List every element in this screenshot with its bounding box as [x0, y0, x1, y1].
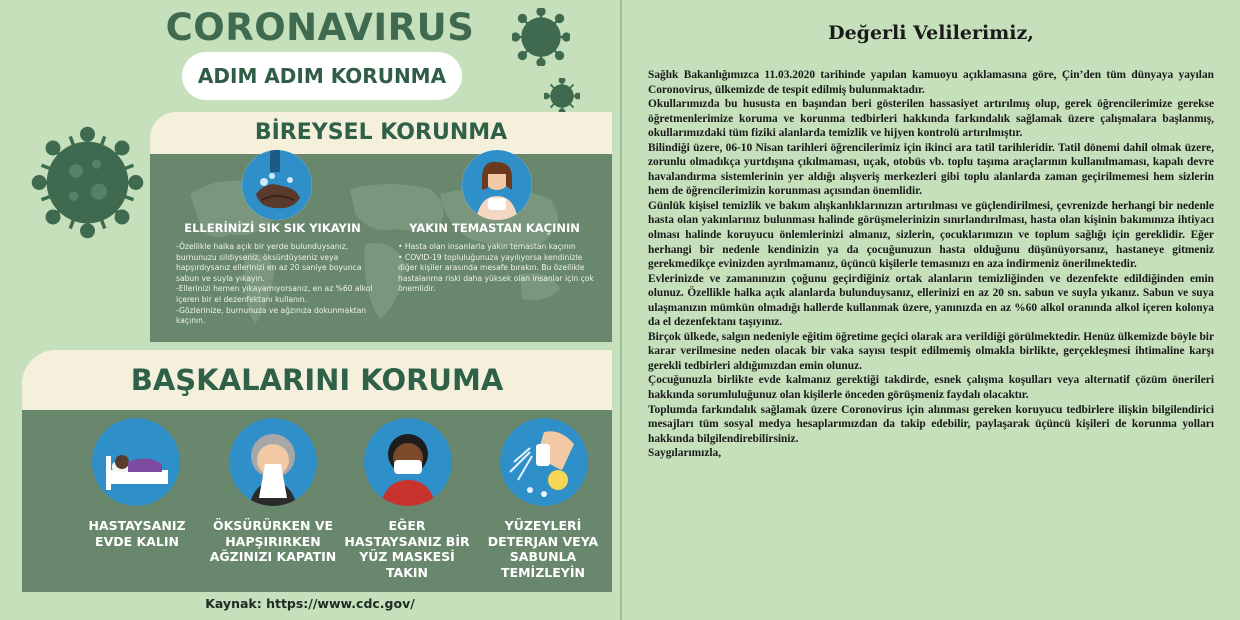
letter-panel: [622, 0, 1240, 620]
list-item: • COVID-19 topluluğunuza yayılıyorsa kendinizle diğer kişiler arasında mesafe bırakın. Bu özellikle hastalanma riski daha yüksek olan insanlar için çok önemlidir.: [398, 252, 594, 294]
contact-bullets: [398, 242, 603, 295]
spray-clean-icon: [500, 418, 588, 506]
poster-subtitle: ADIM ADIM KORUNMA: [182, 52, 462, 100]
hands-bullets: [176, 242, 379, 327]
virus-icon: [544, 78, 580, 114]
section-heading-baskalari: BAŞKALARINI KORUMA: [22, 350, 612, 410]
letter-paragraph: Günlük kişisel temizlik ve bakım alışkanlıklarınızın artırılması ve güçlendirilmesi, çevrenizde herhangi bir nedenle hasta olan yakınlarınız bulunması halinde görüşmelerinizin sınırlandırılması, hasta olan kişinin bakımınıza ihtiyacı olması halinde koruyucu önlemlerinizi almanız, sizlerin, çocuklarımızın ve toplum sağlığı için gereklidir. Eğer herhangi bir nedenle kendinizin ya da çocuğunuzun hasta olduğunu düşünüyorsanız, hastaneye gitmeniz gerekmedikçe evinizden ayrılmamanız, üçüncü kişilerle temasınızı en aza indirmeniz önerilmektedir.: [648, 199, 1214, 271]
letter-paragraph: Okullarımızda bu hususta en başından beri gösterilen hassasiyet artırılmış olup, gerek öğrencilerimize gerekse öğretmenlerimize koruma ve korunma tedbirleri hakkında farkındalık sağlamak üzere çalışmalara başlanmış, okullarımızdaki tüm fiziki alanlarda temizlik ve hijyen kontrolü artırılmıştır.: [648, 98, 1214, 140]
hands-heading: ELLERİNİZİ SIK SIK YIKAYIN: [184, 221, 361, 235]
source-link[interactable]: Kaynak: https://www.cdc.gov/: [205, 596, 415, 611]
letter-paragraph: Toplumda farkındalık sağlamak üzere Coronovirus için alınması gereken koruyucu tedbirlere ilişkin bilgilendirici mesajları tüm sosyal medya hesaplarımızdan da takip edebilir, paylaşarak üçüncü kişileri de korunma yolları hakkında bilgilendirebilirsiniz.: [648, 403, 1214, 445]
letter-paragraph: Birçok ülkede, salgın nedeniyle eğitim öğretime geçici olarak ara verildiği görülmektedir. Henüz ülkemizde böyle bir karar verilmesine neden olacak bir vaka sayısı tespit edilmemiş olmakla birlikte, gerçekleşmesi ihtimaline karşı gerekli tedbirleri aldığımızdan emin olunuz.: [648, 330, 1214, 372]
caption-clean-surfaces: YÜZEYLERİ DETERJAN VEYA SABUNLA TEMİZLEYİN: [487, 518, 599, 580]
letter-paragraph: Bilindiği üzere, 06-10 Nisan tarihleri öğrencilerimiz için ikinci ara tatil tarihleridir. Tatil dönemi dahil olmak üzere, zorunlu olmadıkça yurtdışına çıkılmaması, uçak, otobüs vb. toplu taşıma araçlarının kullanılmaması, kapalı devre havalandırma sistemlerinin yer aldığı alışveriş merkezleri gibi toplu alanlarda zaman geçirilmemesi hem sizlerin hem de öğrencilerimizin korunması açısından önemlidir.: [648, 141, 1214, 198]
poster-title: CORONAVIRUS: [165, 6, 475, 49]
face-mask-icon: [364, 418, 452, 506]
caption-cover-mouth: ÖKSÜRÜRKEN VE HAPŞIRIRKEN AĞZINIZI KAPATIN: [209, 518, 337, 564]
sick-in-bed-icon: [92, 418, 180, 506]
caption-stay-home: HASTAYSANIZ EVDE KALIN: [88, 518, 186, 549]
letter-paragraph: Çocuğunuzla birlikte evde kalmanız gerektiği takdirde, esnek çalışma koşulları veya alternatif çözüm önerileri hakkında sorumluluğunuz olan kişilerle önceden görüşmeniz faydalı olacaktır.: [648, 374, 1214, 402]
contact-heading: YAKIN TEMASTAN KAÇININ: [409, 221, 580, 235]
letter-title: Değerli Velilerimiz,: [828, 22, 1034, 44]
section-heading-bireysel: BİREYSEL KORUNMA: [150, 112, 612, 154]
letter-paragraph: Sağlık Bakanlığımızca 11.03.2020 tarihinde yapılan kamuoyu açıklamasına göre, Çin’den tüm dünyaya yayılan Coronovirus, ülkemizde de tespit edilmiş bulunmaktadır.: [648, 69, 1214, 96]
person-sick-icon: [462, 150, 532, 220]
list-item: • Hasta olan insanlarla yakın temastan kaçının: [398, 242, 576, 251]
list-item: -Ellerinizi hemen yıkayamıyorsanız, en az %60 alkol içeren bir el dezenfektanı kullanın.: [176, 284, 373, 304]
virus-icon: [30, 125, 145, 240]
hand-washing-icon: [242, 150, 312, 220]
caption-wear-mask: EĞER HASTAYSANIZ BİR YÜZ MASKESİ TAKIN: [344, 518, 470, 580]
letter-paragraph: Evlerinizde ve zamanınızın çoğunu geçirdiğiniz ortak alanların temizliğinden ve dezenfekte edildiğinden emin olunuz. Özellikle halka açık alanlarda bulunduysanız, ellerinizi en az 20 sn. sabun ve suyla yıkanız. Sabun ve suya ulaşmanızın mümkün olmadığı hallerde kullanmak üzere, yanınızda en az %60 alkol oranında alkol içeren kolonya da el dezenfektanı taşıyınız.: [648, 272, 1214, 329]
list-item: -Özellikle halka açık bir yerde bulunduysanız, burnunuzu sildiyseniz, öksürdüyseniz veya hapşırdıysanız ellerinizi en az 20 saniye boyunca sabun ve suyla yıkayın.: [176, 242, 362, 283]
letter-closing: Saygılarımızla,: [648, 447, 722, 460]
list-item: -Gözlerinize, burnunuza ve ağzınıza dokunmaktan kaçının.: [176, 305, 367, 326]
virus-icon: [512, 8, 570, 66]
letter-body: [648, 68, 1214, 461]
sneeze-tissue-icon: [229, 418, 317, 506]
